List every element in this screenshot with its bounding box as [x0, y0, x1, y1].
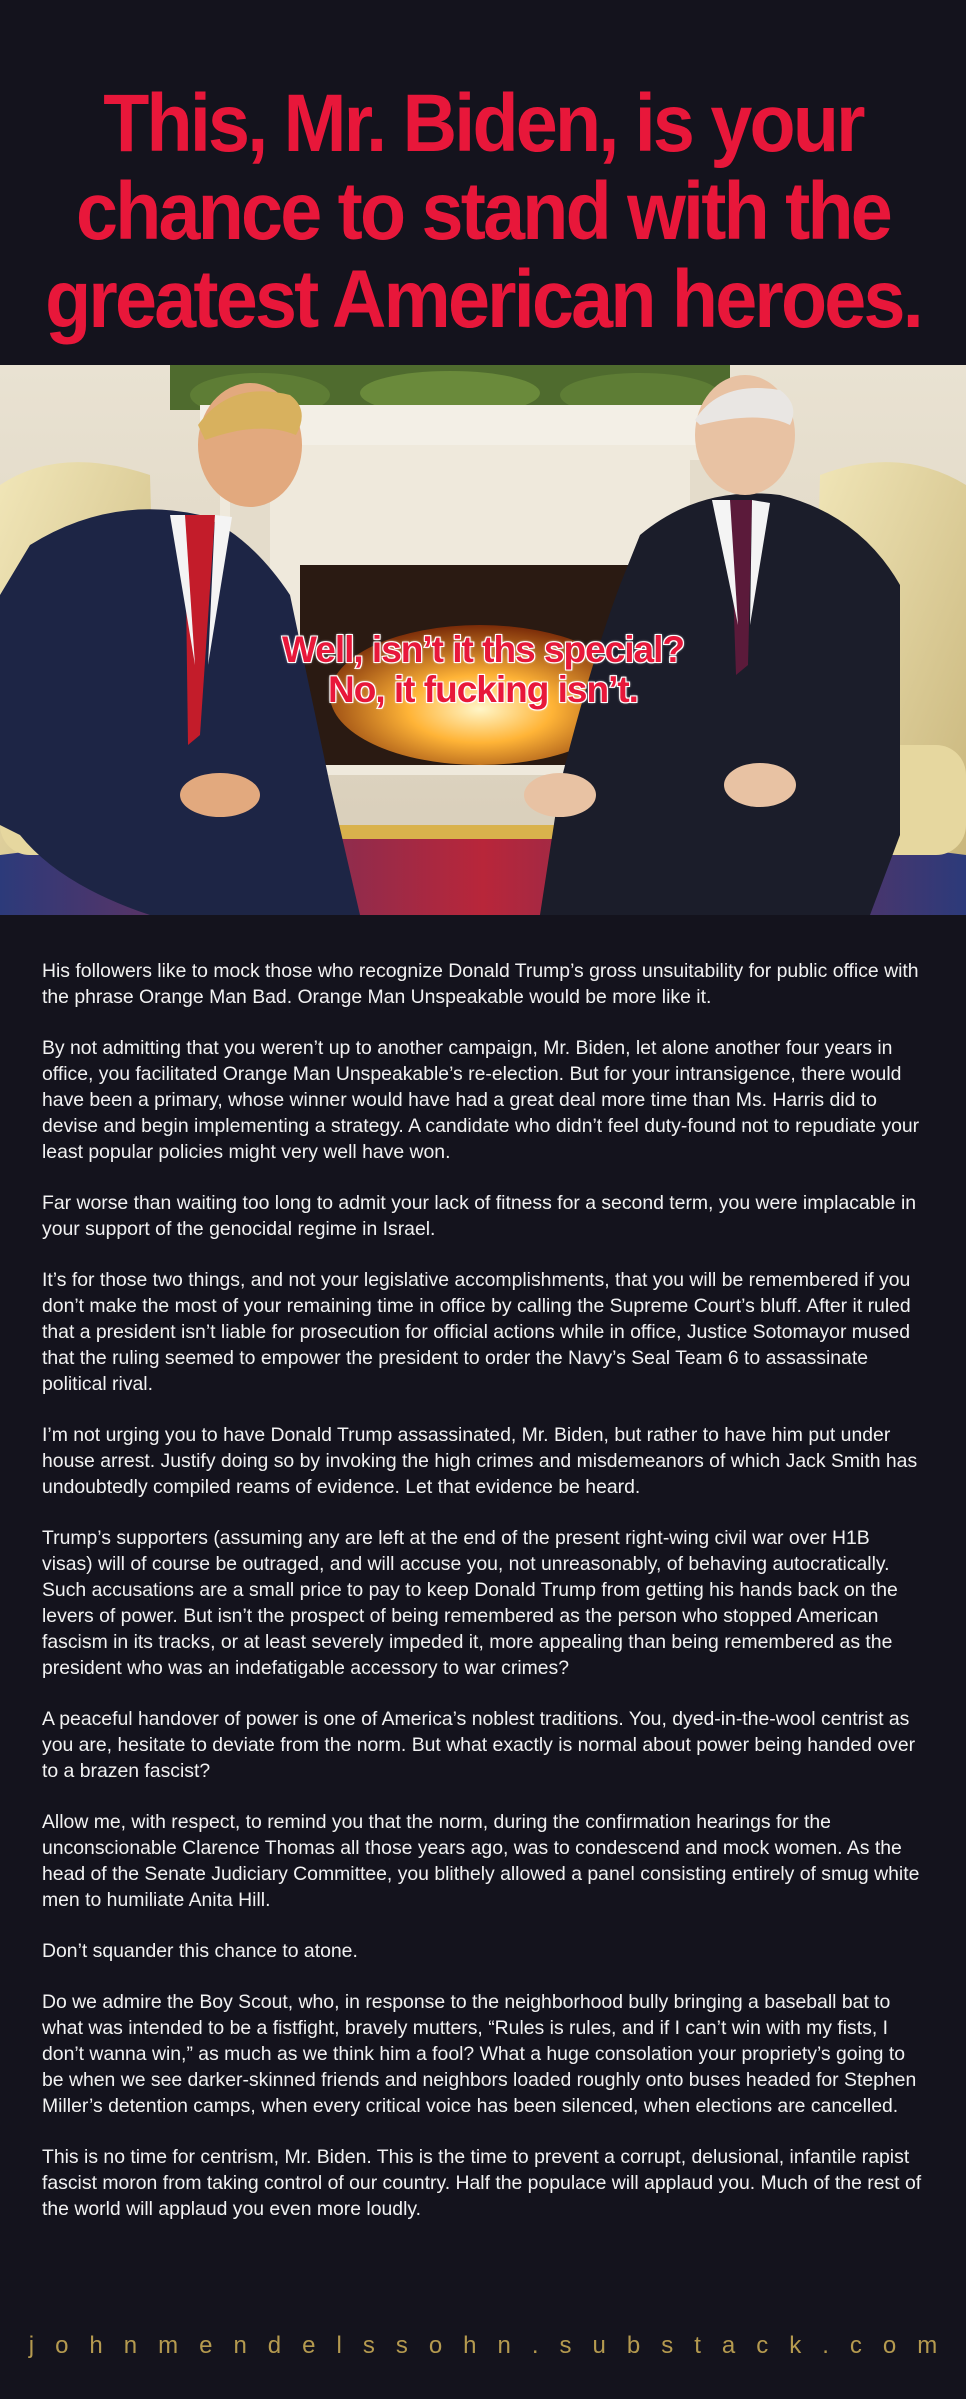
- headline-line-3: greatest American heroes.: [45, 254, 921, 345]
- paragraph-8: Allow me, with respect, to remind you that the norm, during the confirmation hearings for the unconscionable Clarence Thomas all those years ago, was to condescend and mock women. As the head of the Senate Judiciary Committee, you blithely allowed a panel consisting entirely of smug white men to humiliate Anita Hill.: [42, 1811, 920, 1911]
- caption-line-1: Well, isn’t it ths special?: [281, 629, 685, 670]
- paragraph-4: It’s for those two things, and not your legislative accomplishments, that you will be remembered if you don’t make the most of your remaining time in office by calling the Supreme Court’s bluff. After it ruled that a president isn’t liable for prosecution for official actions while in office, Justice Sotomayor mused that the ruling seemed to empower the president to order the Navy’s Seal Team 6 to assassinate political rival.: [42, 1269, 911, 1395]
- headline: [39, 80, 928, 344]
- article-body: [42, 958, 924, 2247]
- paragraph-1: His followers like to mock those who recognize Donald Trump’s gross unsuitability for public office with the phrase Orange Man Bad. Orange Man Unspeakable would be more like it.: [42, 960, 919, 1008]
- footer-site-link[interactable]: johnmendelssohn.substack.com: [28, 2332, 959, 2359]
- headline-line-2: chance to stand with the: [76, 166, 890, 257]
- oval-office-photo: [0, 365, 966, 915]
- paragraph-11: This is no time for centrism, Mr. Biden. This is the time to prevent a corrupt, delusional, infantile rapist fascist moron from taking control of our country. Half the populace will applaud you. Much of the rest of the world will applaud you even more loudly.: [42, 2146, 922, 2220]
- paragraph-2: By not admitting that you weren’t up to another campaign, Mr. Biden, let alone another four years in office, you facilitated Orange Man Unspeakable’s re-election. But for your intransigence, there would have been a primary, whose winner would have had a great deal more time than Ms. Harris did to devise and begin implementing a strategy. A candidate who didn’t feel duty-found not to repudiate your least popular policies might very well have won.: [42, 1037, 920, 1163]
- paragraph-9: Don’t squander this chance to atone.: [42, 1940, 358, 1962]
- caption-line-2: No, it fucking isn’t.: [328, 669, 638, 710]
- photo-caption: [0, 630, 966, 710]
- paragraph-7: A peaceful handover of power is one of America’s noblest traditions. You, dyed-in-the-wool centrist as you are, hesitate to deviate from the norm. But what exactly is normal about power being handed over to a brazen fascist?: [42, 1708, 916, 1782]
- paragraph-6: Trump’s supporters (assuming any are left at the end of the present right-wing civil war over H1B visas) will of course be outraged, and will accuse you, not unreasonably, of behaving autocratically. Such accusations are a small price to pay to keep Donald Trump from getting his hands back on the levers of power. But isn’t the prospect of being remembered as the person who stopped American fascism in its tracks, or at least severely impeded it, more appealing than being remembered as the president who was an indefatigable accessory to war crimes?: [42, 1527, 898, 1679]
- paragraph-3: Far worse than waiting too long to admit your lack of fitness for a second term, you were implacable in your support of the genocidal regime in Israel.: [42, 1192, 917, 1240]
- headline-line-1: This, Mr. Biden, is your: [103, 78, 863, 169]
- paragraph-10: Do we admire the Boy Scout, who, in response to the neighborhood bully bringing a baseball bat to what was intended to be a fistfight, bravely mutters, “Rules is rules, and if I can’t win with my fists, I don’t wanna win,” as much as we think him a fool? What a huge consolation your propriety’s going to be when we see darker-skinned friends and neighbors loaded roughly onto buses headed for Stephen Miller’s detention camps, when every critical voice has been silenced, when elections are cancelled.: [42, 1991, 917, 2117]
- paragraph-5: I’m not urging you to have Donald Trump assassinated, Mr. Biden, but rather to have him put under house arrest. Justify doing so by invoking the high crimes and misdemeanors of which Jack Smith has undoubtedly compiled reams of evidence. Let that evidence be heard.: [42, 1424, 918, 1498]
